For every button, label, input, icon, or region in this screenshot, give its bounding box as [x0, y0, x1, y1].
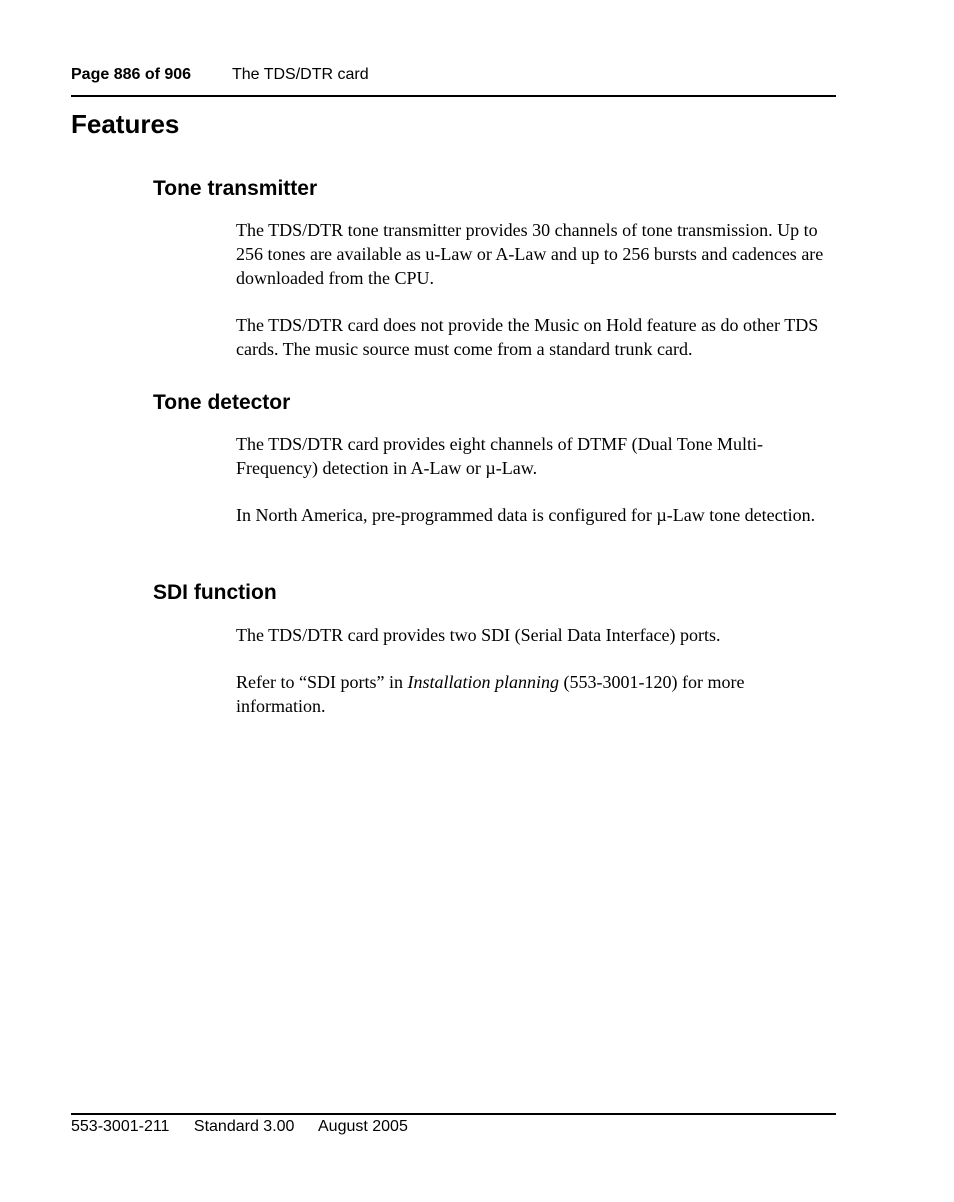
document-date: August 2005 [318, 1118, 408, 1135]
header-rule [71, 95, 836, 97]
footer-rule [71, 1113, 836, 1115]
page-number: Page 886 of 906 [71, 66, 192, 83]
subsection-heading-sdi-function: SDI function [153, 581, 277, 604]
page-footer [71, 1118, 428, 1136]
document-standard: Standard 3.00 [193, 1118, 295, 1135]
chapter-title: The TDS/DTR card [232, 66, 369, 83]
section-title: Features [71, 109, 180, 139]
paragraph: The TDS/DTR card provides eight channels of DTMF (Dual Tone Multi-Frequency) detection in A-Law or µ-Law. [236, 434, 763, 478]
document-number: 553-3001-211 [71, 1118, 170, 1135]
paragraph: In North America, pre-programmed data is configured for µ-Law tone detection. [236, 505, 816, 525]
header-text [71, 66, 369, 84]
book-title: Installation planning [407, 672, 559, 692]
subsection-heading-tone-transmitter: Tone transmitter [153, 177, 318, 200]
paragraph: The TDS/DTR card provides two SDI (Serial Data Interface) ports. [236, 625, 721, 645]
reference-text: (553-3001-120) for more information. [236, 672, 745, 716]
reference-paragraph [236, 670, 836, 718]
reference-text: Refer to “SDI ports” in [236, 672, 408, 692]
paragraph: The TDS/DTR tone transmitter provides 30 channels of tone transmission. Up to 256 tones are available as u-Law or A-Law and up to 256 bursts and cadences are downloaded from the CPU. [236, 220, 824, 288]
paragraph: The TDS/DTR card does not provide the Music on Hold feature as do other TDS cards. The music source must come from a standard trunk card. [236, 315, 819, 359]
subsection-heading-tone-detector: Tone detector [153, 391, 291, 414]
